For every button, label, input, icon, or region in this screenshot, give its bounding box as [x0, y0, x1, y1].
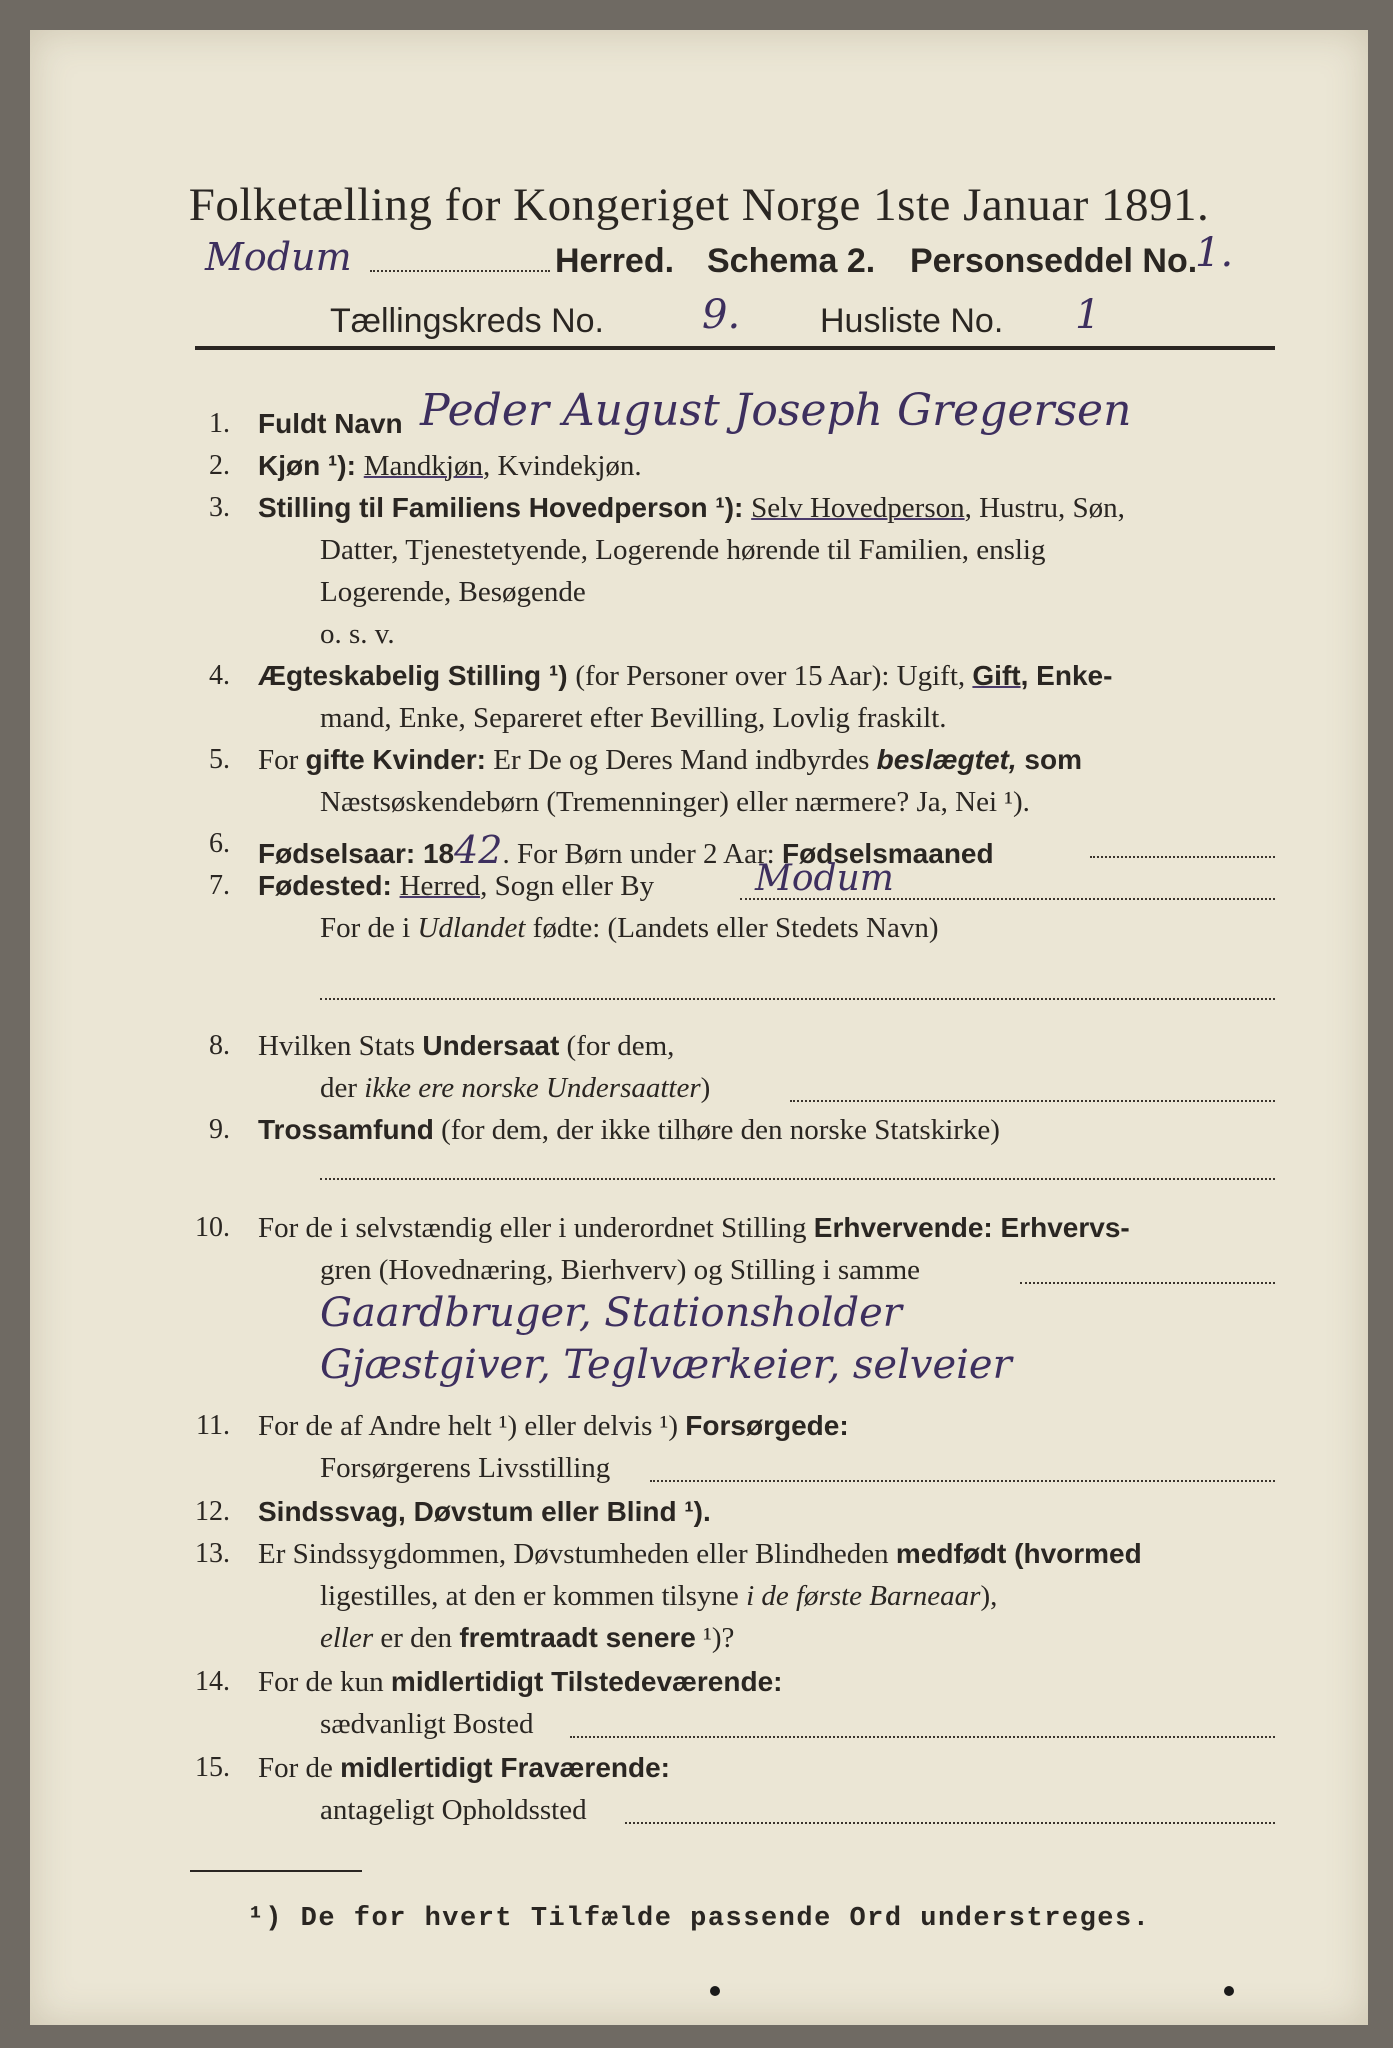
- footnote: ¹) De for hvert Tilfælde passende Ord understreges.: [247, 1904, 1151, 1934]
- question-text: sædvanligt Bosted: [320, 1708, 534, 1740]
- item-number: 13.: [195, 1538, 230, 1569]
- item-number: 9.: [209, 1114, 230, 1145]
- question-text: ligestilles, at den er kommen tilsyne: [320, 1580, 747, 1612]
- personseddel-label: Personseddel No.: [910, 242, 1198, 280]
- label-gifte-kvinder: gifte Kvinder:: [305, 744, 487, 775]
- question-text: Er Sindssygdommen, Døvstumheden eller Blindheden: [258, 1538, 896, 1570]
- question-text: i de første Barneaar: [746, 1580, 981, 1612]
- schema-label: Schema 2.: [707, 242, 876, 280]
- question-text: er den: [373, 1622, 460, 1654]
- item-number: 10.: [195, 1212, 230, 1243]
- item-number: 8.: [209, 1030, 230, 1061]
- husliste-handwritten: 1: [1075, 292, 1101, 338]
- options-text: mand, Enke, Separeret efter Bevilling, Lovlig fraskilt.: [320, 702, 947, 734]
- dotted-line: [320, 1178, 1275, 1180]
- question-text: For: [258, 744, 306, 776]
- question-text: ): [700, 1072, 711, 1104]
- question-text: (for dem,: [559, 1030, 675, 1062]
- label-fodested: Fødested:: [258, 870, 400, 901]
- herred-label: Herred.: [555, 242, 675, 280]
- question-text: (hvormed: [1006, 1538, 1142, 1569]
- dotted-line: [1020, 1282, 1275, 1284]
- question-text: For de i selvstændig eller i underordnet Stilling: [258, 1212, 814, 1244]
- label-kjon: Kjøn ¹):: [258, 450, 364, 481]
- label-erhvervende: Erhvervende:: [813, 1212, 993, 1243]
- label-fravaerende: midlertidigt Fraværende:: [340, 1752, 671, 1783]
- form-title: Folketælling for Kongeriget Norge 1ste Januar 1891.: [188, 179, 1210, 231]
- options-text: (for Personer over 15 Aar): Ugift,: [575, 660, 973, 692]
- item-number: 11.: [196, 1410, 230, 1441]
- item-number: 4.: [209, 660, 230, 691]
- kreds-label: Tællingskreds No.: [330, 302, 604, 340]
- item-number: 14.: [195, 1666, 230, 1697]
- label-sindssvag: Sindssvag, Døvstum eller Blind ¹).: [258, 1496, 711, 1527]
- kreds-handwritten: 9.: [702, 292, 741, 338]
- options-text: , Hustru, Søn,: [964, 492, 1125, 524]
- question-text: Næstsøskendebørn (Tremenninger) eller nærmere? Ja, Nei ¹).: [320, 786, 1030, 818]
- question-text: ¹)?: [695, 1622, 735, 1654]
- label-stilling: Stilling til Familiens Hovedperson ¹):: [258, 492, 752, 523]
- footnote-rule: [190, 1870, 362, 1872]
- label-fuldt-navn: Fuldt Navn: [258, 408, 403, 439]
- label-trossamfund: Trossamfund: [258, 1114, 434, 1145]
- label-forsorgede: Forsørgede:: [685, 1410, 849, 1441]
- question-text: For de i: [320, 912, 418, 944]
- handwritten-year: 42: [454, 828, 503, 872]
- question-text: fødte: (Landets eller Stedets Navn): [525, 912, 939, 944]
- ink-mark: [1224, 1986, 1234, 1996]
- option-herred: Herred: [399, 870, 481, 902]
- label-fremtraadt: fremtraadt senere: [459, 1622, 696, 1653]
- item-number: 6.: [209, 828, 230, 859]
- dotted-line: [1090, 856, 1275, 858]
- handwritten-occupation-1: Gaardbruger, Stationsholder: [320, 1290, 902, 1336]
- item-number: 12.: [195, 1496, 230, 1527]
- question-text: ),: [980, 1580, 998, 1612]
- dotted-line: [320, 998, 1275, 1000]
- question-text: der: [320, 1072, 365, 1104]
- label-fodselsmaaned: Fødselsmaaned: [781, 838, 994, 869]
- question-text: eller: [320, 1622, 374, 1654]
- question-text: som: [1016, 744, 1082, 775]
- ink-mark: [710, 1986, 720, 1996]
- options-text: Logerende, Besøgende: [320, 576, 586, 608]
- options-text: , Enke-: [1020, 660, 1113, 691]
- label-medfodt: medfødt: [895, 1538, 1007, 1569]
- label-tilstedevaerende: midlertidigt Tilstedeværende:: [390, 1666, 783, 1697]
- personseddel-handwritten: 1.: [1195, 230, 1234, 276]
- question-text: For de af Andre helt ¹) eller delvis ¹): [258, 1410, 686, 1442]
- item-number: 7.: [209, 870, 230, 901]
- herred-handwritten: Modum: [205, 235, 352, 279]
- question-text: ikke ere norske Undersaatter: [364, 1072, 701, 1104]
- dotted-line: [625, 1822, 1275, 1824]
- question-text: Forsørgerens Livsstilling: [320, 1452, 611, 1484]
- question-text: antageligt Opholdssted: [320, 1794, 587, 1826]
- dotted-line: [650, 1480, 1275, 1482]
- dotted-line: [740, 898, 1275, 900]
- options-text: Datter, Tjenestetyende, Logerende hørende til Familien, enslig: [320, 534, 1046, 566]
- options-text: o. s. v.: [320, 618, 395, 650]
- dotted-line: [790, 1100, 1275, 1102]
- label-undersaat: Undersaat: [422, 1030, 560, 1061]
- item-number: 3.: [209, 492, 230, 523]
- question-text: Hvilken Stats: [258, 1030, 423, 1062]
- dotted-line: [570, 1736, 1275, 1738]
- question-text: Er De og Deres Mand indbyrdes: [486, 744, 877, 776]
- option-selv-hovedperson: Selv Hovedperson: [751, 492, 965, 524]
- item-number: 5.: [209, 744, 230, 775]
- option-kvindekjon: , Kvindekjøn.: [482, 450, 642, 482]
- question-text: . For Børn under 2 Aar:: [502, 838, 782, 870]
- handwritten-occupation-2: Gjæstgiver, Teglværkeier, selveier: [320, 1342, 1012, 1388]
- question-text: For de kun: [258, 1666, 391, 1698]
- label-fodselsaar: Fødselsaar: 18: [258, 838, 455, 869]
- header-rule: [195, 346, 1275, 350]
- handwritten-name: Peder August Joseph Gregersen: [420, 385, 1132, 436]
- question-text: For de: [258, 1752, 341, 1784]
- question-text: Erhvervs-: [992, 1212, 1130, 1243]
- item-number: 1.: [209, 408, 230, 439]
- option-gift: Gift: [972, 660, 1021, 691]
- item-number: 15.: [195, 1752, 230, 1783]
- handwritten-birthplace: Modum: [755, 858, 894, 899]
- question-text: gren (Hovednæring, Bierhverv) og Stilling i samme: [320, 1254, 921, 1286]
- herred-dotted-line: [370, 270, 550, 272]
- option-mandkjon: Mandkjøn: [363, 450, 483, 482]
- census-form: [30, 30, 1368, 2025]
- question-text: (for dem, der ikke tilhøre den norske Statskirke): [433, 1114, 1000, 1146]
- label-aegteskab: Ægteskabelig Stilling ¹): [258, 660, 576, 691]
- husliste-label: Husliste No.: [820, 302, 1004, 340]
- question-text: , Sogn eller By: [480, 870, 655, 902]
- item-number: 2.: [209, 450, 230, 481]
- question-text: beslægtet,: [876, 744, 1017, 775]
- question-text: Udlandet: [417, 912, 526, 944]
